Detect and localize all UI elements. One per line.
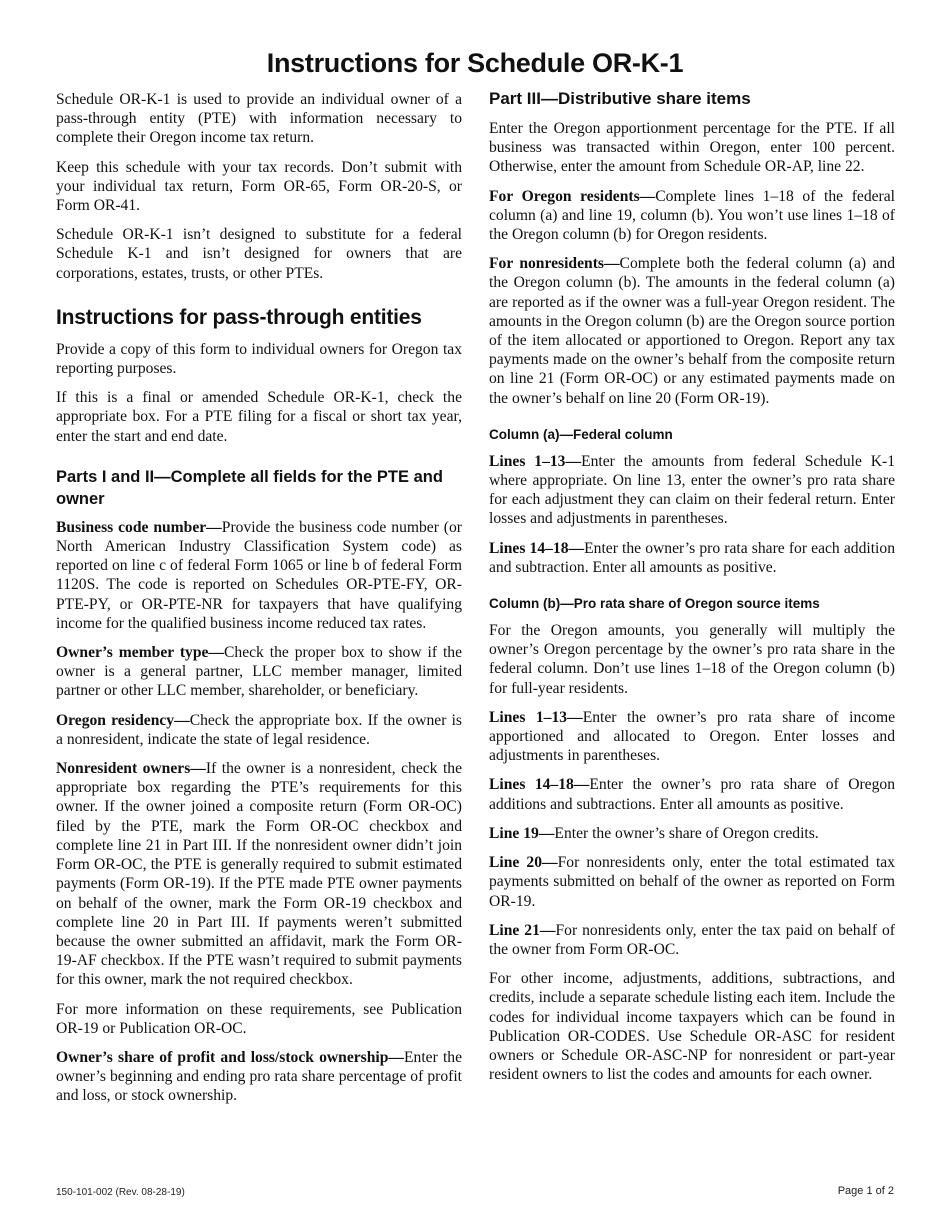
nonresident-owners-label: Nonresident owners— bbox=[56, 760, 206, 778]
business-code-paragraph bbox=[56, 518, 462, 633]
nonresident-owners-paragraph bbox=[56, 759, 462, 989]
line-21-paragraph bbox=[489, 921, 895, 959]
column-a-heading: Column (a)—Federal column bbox=[489, 426, 673, 442]
line-19-paragraph bbox=[489, 824, 895, 843]
col-b-lines-14-18-text: Enter the owner’s pro rata share of Oregon additions and subtractions. Enter all amounts as positive. bbox=[489, 776, 895, 813]
nonresidents-text: Complete both the federal column (a) and the Oregon column (b). The amounts in the federal column (a) are reported as if the owner was a full-year Oregon resident. The amounts in the Oregon column (b) are the Oregon source portion of the item allocated or apportioned to Oregon. Report any tax payments made on the owner’s behalf from the composite return on line 21 (Form OR-OC) or any estimated payments made on the owner’s behalf on line 20 (Form OR-19). bbox=[489, 255, 895, 407]
line-19-text: Enter the owner’s share of Oregon credits. bbox=[554, 824, 819, 842]
intro-paragraph: Schedule OR-K-1 is used to provide an individual owner of a pass-through entity (PTE) with information necessary to complete their Oregon income tax return. bbox=[56, 91, 462, 147]
form-number: 150-101-002 (Rev. 08-28-19) bbox=[56, 1187, 185, 1198]
col-b-lines-14-18-label: Lines 14–18— bbox=[489, 776, 590, 794]
parts-i-ii-heading: Parts I and II—Complete all fields for the PTE and owner bbox=[56, 467, 443, 508]
line-21-text: For nonresidents only, enter the tax paid on behalf of the owner from Form OR-OC. bbox=[489, 921, 895, 958]
col-b-intro-paragraph: For the Oregon amounts, you generally will multiply the owner’s Oregon percentage by the owner’s pro rata share in the federal column. Don’t use lines 1–18 of the Oregon column (b) for full-year residents. bbox=[489, 622, 895, 697]
page-number: Page 1 of 2 bbox=[837, 1185, 894, 1197]
member-type-label: Owner’s member type— bbox=[56, 644, 225, 662]
intro-paragraph: Keep this schedule with your tax records. Don’t submit with your individual tax return, Form OR-65, Form OR-20-S, or Form OR-41. bbox=[56, 158, 462, 215]
share-paragraph bbox=[56, 1048, 462, 1106]
share-text: Enter the owner’s beginning and ending pro rata share percentage of profit and loss, or stock ownership. bbox=[56, 1048, 463, 1105]
pte-paragraph: If this is a final or amended Schedule OR-K-1, check the appropriate box. For a PTE filing for a fiscal or short tax year, enter the start and end date. bbox=[56, 389, 462, 445]
col-a-lines-14-18-paragraph bbox=[489, 539, 895, 577]
nonresident-owners-text: If the owner is a nonresident, check the appropriate box regarding the PTE’s requirements for this owner. If the owner joined a composite return (Form OR-OC) filed by the PTE, mark the Form OR-OC checkbox and complete line 21 in Part III. If the nonresident owner didn’t join Form OR-OC, the PTE is generally required to submit estimated payments (Form OR-19). If the PTE made PTE owner payments on behalf of the owner, mark the Form OR-19 checkbox and complete line 20 in Part III. If payments weren’t submitted because the owner submitted an affidavit, mark the Form OR-19-AF checkbox. If the PTE wasn’t required to submit payments for this owner, mark the not required checkbox. bbox=[56, 760, 462, 989]
line-19-label: Line 19— bbox=[489, 824, 555, 842]
intro-paragraph: Schedule OR-K-1 isn’t designed to substitute for a federal Schedule K-1 and isn’t designed for owners that are corporations, estates, trusts, or other PTEs. bbox=[56, 226, 462, 282]
col-b-lines-14-18-paragraph bbox=[489, 775, 895, 813]
line-20-text: For nonresidents only, enter the total estimated tax payments submitted on behalf of the owner as reported on Form OR-19. bbox=[489, 854, 895, 910]
col-a-lines-14-18-text: Enter the owner’s pro rata share for each addition and subtraction. Enter all amounts as positive. bbox=[489, 539, 895, 576]
residents-paragraph bbox=[489, 187, 895, 245]
nonresidents-paragraph bbox=[489, 254, 895, 408]
line-21-label: Line 21— bbox=[489, 921, 556, 939]
left-column bbox=[56, 90, 462, 1116]
pte-paragraph: Provide a copy of this form to individual owners for Oregon tax reporting purposes. bbox=[56, 340, 462, 378]
column-b-heading: Column (b)—Pro rata share of Oregon source items bbox=[489, 596, 820, 612]
residency-paragraph bbox=[56, 711, 462, 749]
col-a-lines-1-13-text: Enter the amounts from federal Schedule K-1 where appropriate. On line 13, enter the owner’s pro rata share for each adjustment they can claim on their federal return. Enter losses and adjustments in parentheses. bbox=[489, 452, 895, 528]
residents-label: For Oregon residents— bbox=[489, 187, 656, 205]
col-b-lines-1-13-text: Enter the owner’s pro rata share of income apportioned and allocated to Oregon. Enter losses and adjustments in parentheses. bbox=[489, 708, 896, 765]
col-a-lines-14-18-label: Lines 14–18— bbox=[489, 539, 585, 557]
col-b-lines-1-13-paragraph bbox=[489, 708, 895, 766]
line-20-paragraph bbox=[489, 853, 895, 911]
other-items-paragraph: For other income, adjustments, additions, subtractions, and credits, include a separate schedule listing each item. Include the codes for individual income taxpayers which can be found in Publication OR-CODES. Use Schedule OR-ASC for resident owners or Schedule OR-ASC-NP for nonresident or part-year resident owners to list the codes and amounts for each owner. bbox=[489, 970, 895, 1084]
member-type-text: Check the proper box to show if the owner is a general partner, LLC member manager, limited partner or other LLC member, shareholder, or beneficiary. bbox=[56, 644, 462, 700]
business-code-label: Business code number— bbox=[56, 518, 222, 536]
part-iii-heading: Part III—Distributive share items bbox=[489, 89, 751, 108]
right-column bbox=[489, 88, 895, 1094]
col-a-lines-1-13-paragraph bbox=[489, 452, 895, 529]
nonresidents-label: For nonresidents— bbox=[489, 255, 620, 273]
pte-instructions-heading: Instructions for pass-through entities bbox=[56, 305, 422, 329]
residents-text: Complete lines 1–18 of the federal column (a) and line 19, column (b). You won’t use lines 1–18 of the Oregon column (b) for Oregon residents. bbox=[489, 187, 895, 244]
business-code-text: Provide the business code number (or North American Industry Classification System code) as reported on line c of federal Form 1065 or line b of federal Form 1120S. The code is reported on Schedules OR-PTE-FY, OR-PTE-PY, or OR-PTE-NR for taxpayers that have qualifying income for the qualified business income reduced tax rates. bbox=[56, 518, 462, 632]
residency-text: Check the appropriate box. If the owner is a nonresident, indicate the state of legal residence. bbox=[56, 711, 462, 748]
share-label: Owner’s share of profit and loss/stock ownership— bbox=[56, 1048, 405, 1066]
more-info-paragraph: For more information on these requirements, see Publication OR-19 or Publication OR-OC. bbox=[56, 1000, 462, 1037]
col-b-lines-1-13-label: Lines 1–13— bbox=[489, 708, 583, 726]
page-title: Instructions for Schedule OR-K-1 bbox=[266, 48, 684, 78]
col-a-lines-1-13-label: Lines 1–13— bbox=[489, 452, 582, 470]
apportionment-paragraph: Enter the Oregon apportionment percentage for the PTE. If all business was transacted within Oregon, enter 100 percent. Otherwise, enter the amount from Schedule OR-AP, line 22. bbox=[489, 120, 895, 176]
member-type-paragraph bbox=[56, 643, 462, 701]
line-20-label: Line 20— bbox=[489, 854, 558, 872]
residency-label: Oregon residency— bbox=[56, 711, 190, 729]
